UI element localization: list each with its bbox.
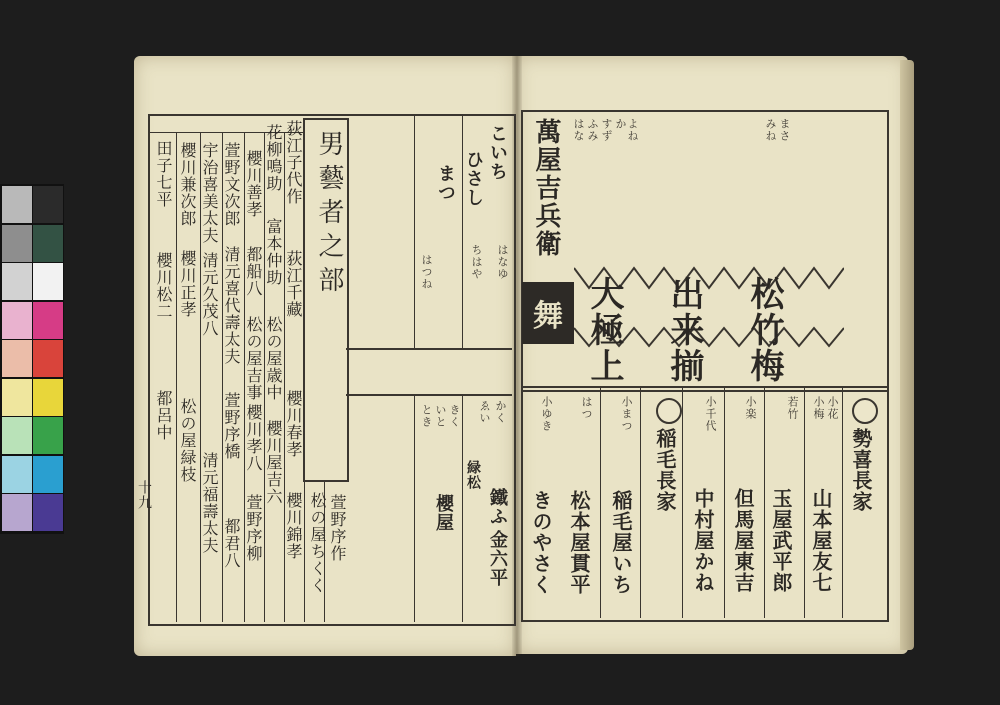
house-2-member-2: 中村屋かね [691,488,715,593]
color-swatch [2,263,32,300]
lower-note-2: ゑい [478,400,491,424]
lower-geisha-3: 櫻屋 [433,494,454,532]
top-note-7: まさ [778,118,791,142]
name-col-8-top: 都呂中 [154,390,173,441]
section-title-box [303,118,349,482]
lower-geisha-4: 緑松 [465,460,481,490]
sub-name-6: 萱野序柳 [244,494,263,562]
banner-text-2: 出来揃 [664,276,704,384]
sub-name-5: 都君八 [222,518,241,569]
lower-note-3: きく [448,404,461,428]
note-1: 小花 [826,396,839,420]
house-2-member-1: 但馬屋東吉 [731,488,755,593]
name-col-5-top: 宇治喜美太夫 [200,142,219,244]
color-swatch [33,417,63,454]
section-title: 男藝者之部 [314,130,344,300]
lower-note-1: かく [494,400,507,424]
name-col-5-bottom: 萱野序橋 [222,392,241,460]
color-swatch [2,225,32,262]
top-note-4: はな [572,118,585,142]
upper-geisha-3: まつ [435,164,456,202]
shop-sign-block [522,282,574,344]
name-col-8-bottom: 清元福壽太夫 [200,452,219,554]
name-col-6-middle: 櫻川正孝 [178,250,197,318]
name-col-4-middle: 清元喜代壽太夫 [222,246,241,365]
color-swatch [2,186,32,223]
color-swatch [33,186,63,223]
banner-text-1: 大極上 [584,276,624,384]
folio-number: 十九 [136,480,152,510]
house-1-member-2: 玉屋武平郎 [769,488,793,593]
name-col-5-middle: 清元久茂八 [200,252,219,337]
rule [346,394,512,396]
rule [600,388,601,618]
house-marker-circle [656,398,682,424]
color-swatch [33,379,63,416]
color-swatch [33,340,63,377]
upper-note-2: ちはや [470,244,483,280]
rule [724,388,725,618]
house-2-member-3: 稲毛屋いち [609,490,633,595]
note-7: はつ [580,396,593,420]
rule [804,388,805,618]
upper-geisha-1: こいち [487,124,508,181]
house-2-name: 稲毛長家 [653,428,677,512]
name-col-2-middle: 富本仲助 [264,218,283,286]
house-2-member-5: きのやさく [529,490,553,595]
rule [462,396,463,622]
sub-name-4: 松の屋ちくく [308,492,327,594]
name-col-7-top: 田子七平 [154,140,173,208]
upper-geisha-2: ひさし [463,150,484,207]
name-col-3-top: 櫻川善孝 [244,150,263,218]
page-edge [900,60,914,650]
color-swatch [33,302,63,339]
color-checker [0,184,64,534]
name-col-3-middle: 都船八 [244,246,263,297]
top-note-6: みね [764,118,777,142]
color-swatch [2,494,32,531]
name-col-1-bottom: 荻江千藏 [284,250,303,318]
lower-note-5: とき [420,404,433,428]
name-col-7-bottom: 松の屋緑枝 [178,398,197,483]
house-2-member-4: 松本屋貫平 [567,490,591,595]
shop-sign-char: 舞 [533,299,563,334]
note-3: 若竹 [786,396,799,420]
note-4: 小楽 [744,396,757,420]
color-swatch [33,456,63,493]
rule [842,388,843,618]
upper-note-3: はつね [420,254,433,290]
name-col-4-bottom: 松の屋吉事 [244,316,263,401]
name-col-2-bottom: 櫻川春孝 [284,390,303,458]
note-2: 小梅 [812,396,825,420]
note-6: 小まつ [620,396,633,432]
color-swatch [2,302,32,339]
rule [304,480,305,622]
house-1-member-1: 山本屋友七 [809,488,833,593]
top-note-3: よね [626,118,639,142]
lower-geisha-1: 鐵ふ [487,488,508,526]
house-marker-circle [852,398,878,424]
top-note-5: ふみ [586,118,599,142]
color-swatch [2,456,32,493]
sub-name-2: 櫻川屋吉六 [264,420,283,505]
lower-note-4: いと [434,404,447,428]
note-8: 小ゆき [540,396,553,432]
name-col-6-bottom: 櫻川孝八 [244,404,263,472]
house-1-name: 勢喜長家 [849,428,873,512]
rule [176,132,177,622]
color-swatch [2,340,32,377]
name-col-7-middle: 櫻川松二 [154,252,173,320]
rule [414,396,415,622]
lower-geisha-2: 金六平 [487,530,508,587]
name-col-1-top: 荻江子代作 [284,120,303,205]
top-note-2: か [614,118,627,130]
banner-text-3: 松竹梅 [744,276,784,384]
name-col-6-top: 櫻川兼次郎 [178,142,197,227]
color-swatch [2,417,32,454]
name-col-4-top: 萱野文次郎 [222,142,241,227]
note-5: 小千代 [704,396,717,432]
sub-name-3: 萱野序作 [328,494,347,562]
banner-title: 萬屋吉兵衛 [531,118,561,258]
upper-note-1: はなゆ [496,244,509,280]
color-swatch [2,379,32,416]
name-col-2-top: 花柳鳴助 [264,124,283,192]
rule [346,348,512,350]
rule [682,388,683,618]
top-note-1: すず [600,118,613,142]
color-swatch [33,225,63,262]
name-col-3-bottom: 松の屋歳中 [264,316,283,401]
rule [640,388,641,618]
sub-name-1: 櫻川錦孝 [284,492,303,560]
rule [414,115,415,349]
rule [764,388,765,618]
color-swatch [33,263,63,300]
color-swatch [33,494,63,531]
